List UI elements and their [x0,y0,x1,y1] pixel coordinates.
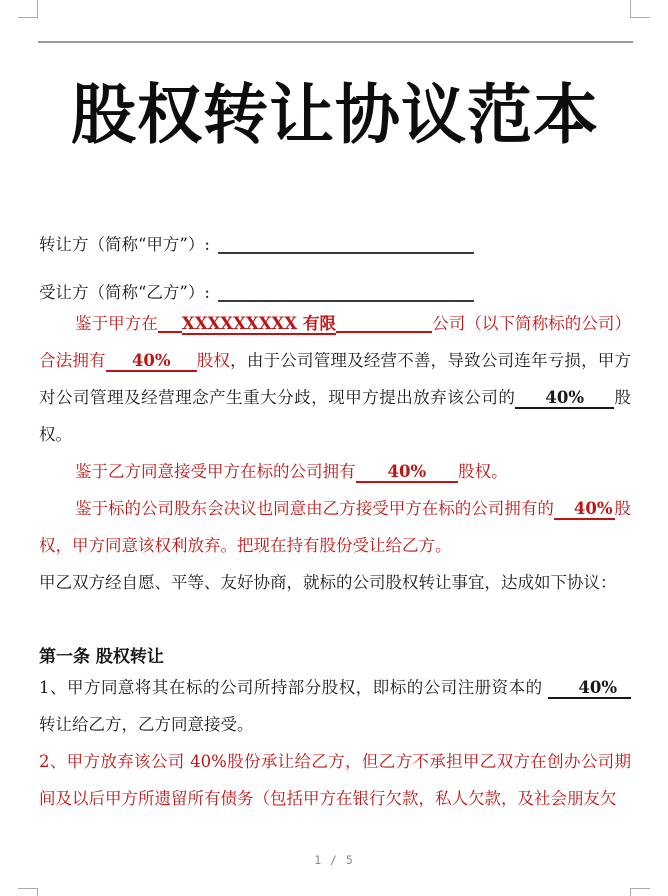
recital-paragraph-2 [39,453,631,490]
clause1-tail: 转让给乙方，乙方同意接受。 [39,715,254,734]
transferor-label: 转让方（简称“甲方”）: [39,235,210,254]
recital2-tail: 股权。 [458,462,508,481]
recital1-after-company: 公司（以下简称标的公司）合法拥有 [39,314,632,370]
page-number: 1 / 5 [314,853,354,867]
page-margin-mark-bottom-right [630,888,650,896]
equity-percentage: 40% [548,678,631,699]
equity-percentage: 40% [515,388,614,409]
recital3-tail: 股权，甲方同意该权利放弃。把现在持有股份受让给乙方。 [39,499,632,555]
transferee-fill-in-line [218,284,474,302]
equity-percentage: 40% [554,499,615,520]
equity-percentage: 40% [356,462,459,483]
clause1-lead: 1、甲方同意将其在标的公司所持部分股权，即标的公司注册资本的 [39,678,543,697]
transferee-label: 受让方（简称“乙方”）: [39,283,210,302]
document-content [39,41,631,817]
fill-in-line [336,313,432,333]
recital1-red-tail: 股权 [196,351,231,370]
company-name-placeholder: XXXXXXXXX 有限 [181,314,337,333]
transferor-fill-in-line [218,236,474,254]
recital3-lead: 鉴于标的公司股东会决议也同意由乙方接受甲方在标的公司拥有的 [75,499,554,518]
recital2-lead: 鉴于乙方同意接受甲方在标的公司拥有 [75,462,356,481]
fill-in-line [158,313,182,333]
equity-percentage: 40% [106,351,197,372]
article-1-heading: 第一条 股权转让 [39,647,164,667]
recital1-black-tail: 股权。 [39,388,632,444]
page-margin-mark-bottom-left [18,888,38,896]
clause-1-paragraph [39,669,631,743]
document-title: 股权转让协议范本 [70,77,599,153]
agreement-intro-paragraph: 甲乙双方经自愿、平等、友好协商，就标的公司股权转让事宜，达成如下协议： [39,573,617,592]
recital1-black-mid: ，由于公司管理及经营不善，导致公司连年亏损，甲方对公司管理及经营理念产生重大分歧，现甲方提出放弃该公司的 [39,351,632,407]
recital-paragraph-3 [39,490,631,564]
transferee-row [39,281,631,305]
recital1-lead: 鉴于甲方在 [75,314,158,333]
clause-2-paragraph: 2、甲方放弃该公司 40%股份承让给乙方，但乙方不承担甲乙双方在创办公司期间及以后甲方所遗留所有债务（包括甲方在银行欠款，私人欠款，及社会朋友欠 [39,752,631,808]
page-margin-mark-top-left [18,0,38,18]
transferor-row [39,233,631,257]
recital-paragraph-1 [39,305,631,453]
page-margin-mark-top-right [630,0,650,18]
